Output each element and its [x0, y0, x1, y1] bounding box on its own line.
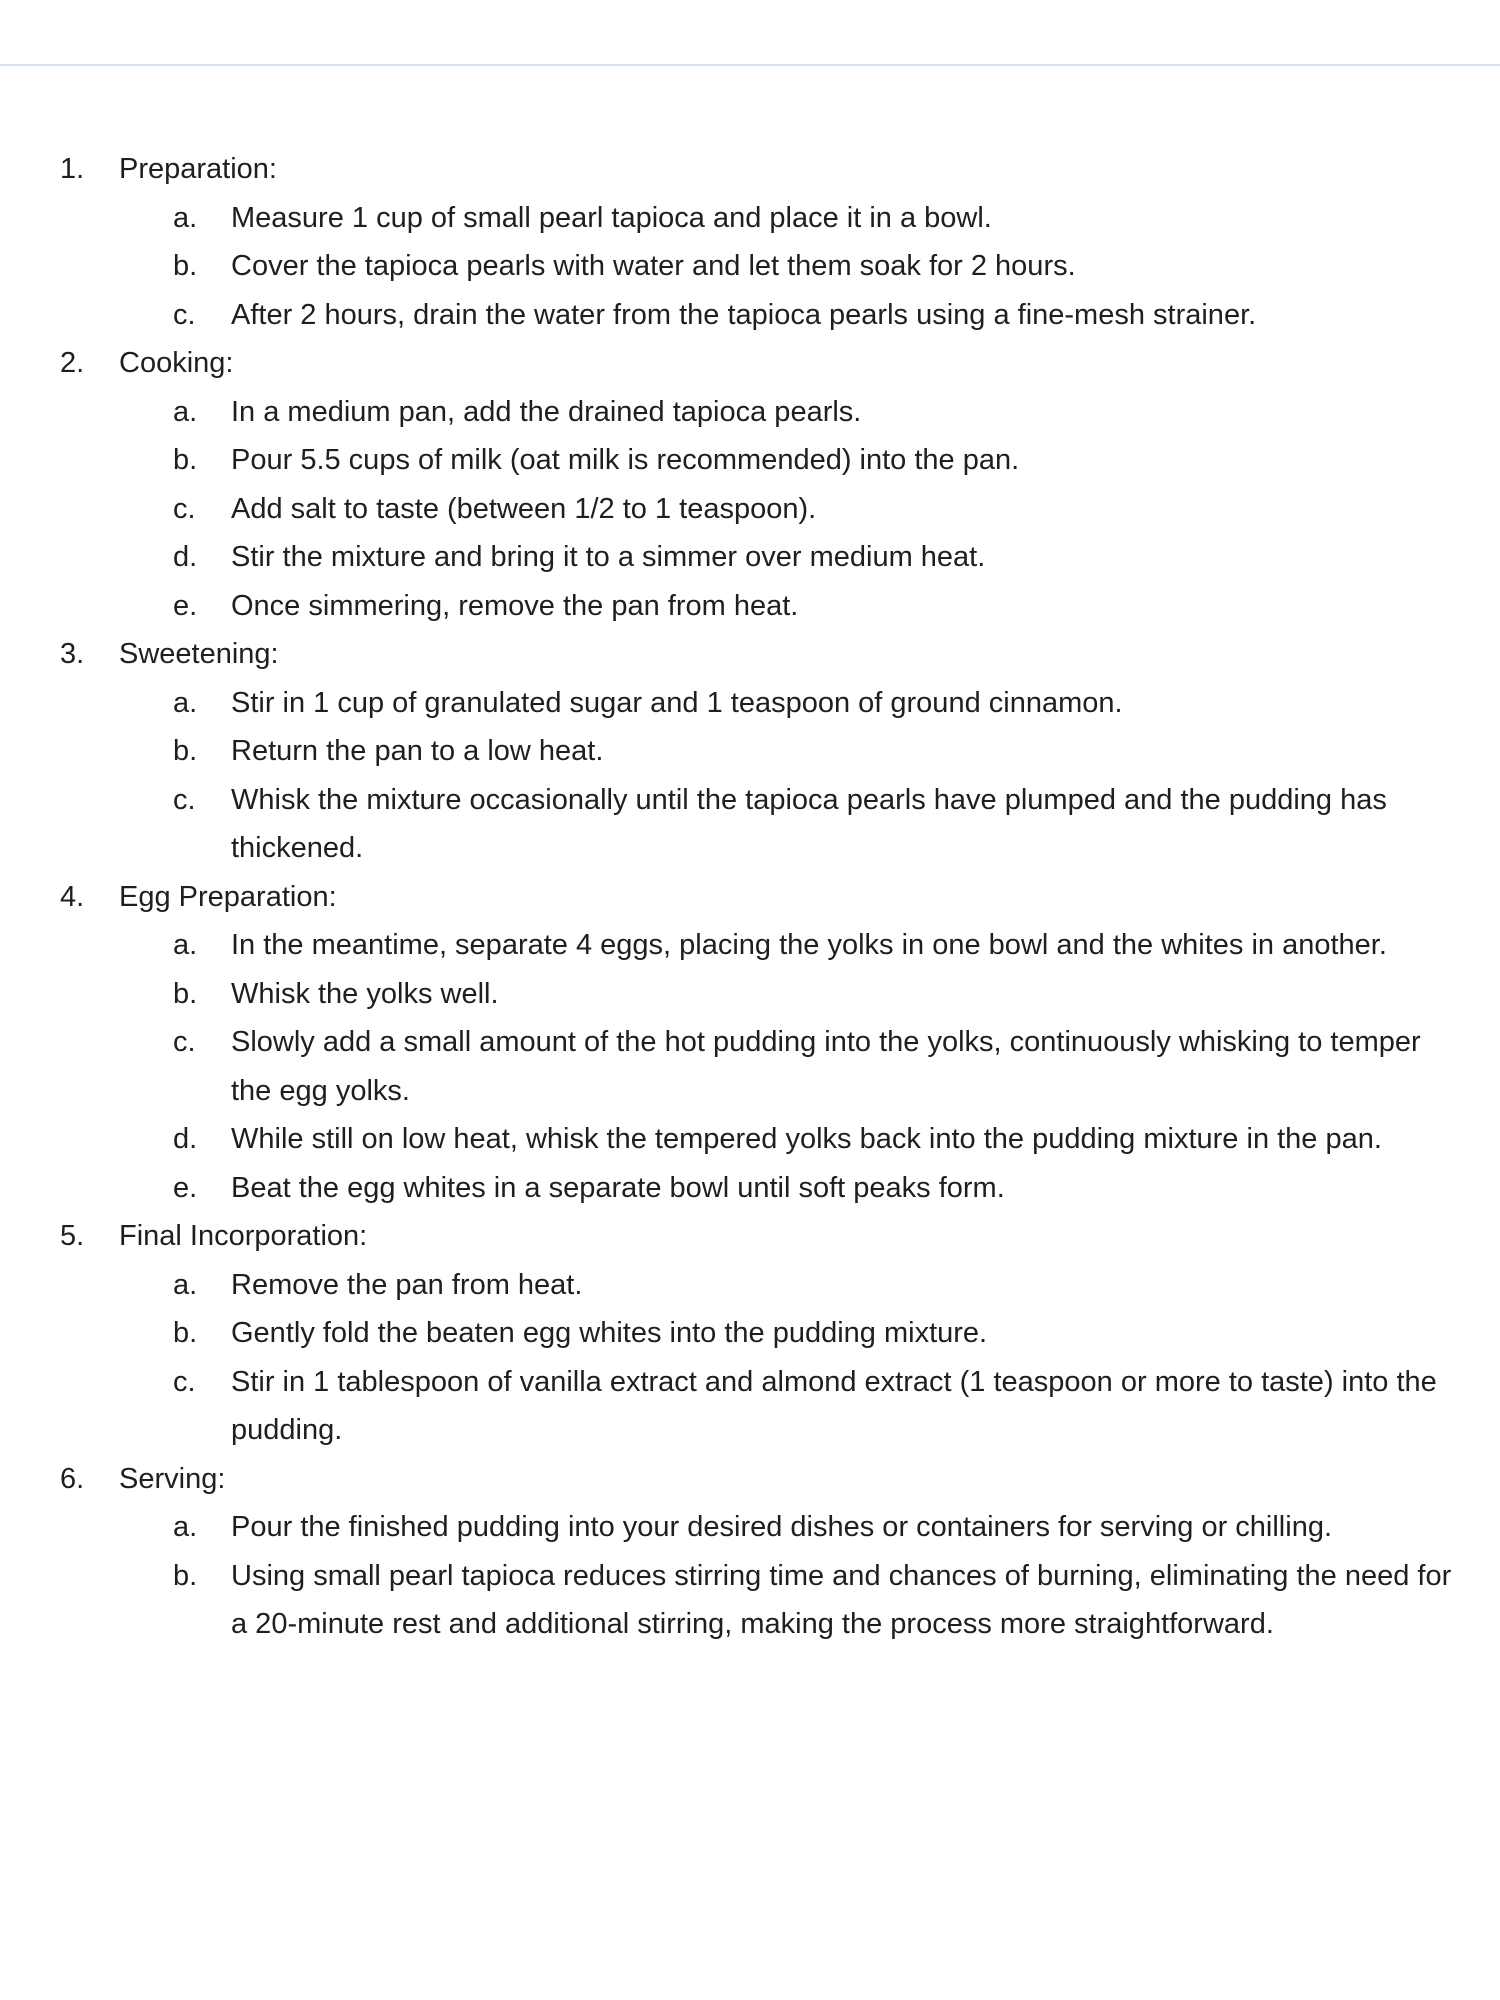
- item-letter: e.: [173, 589, 198, 622]
- item-text: Slowly add a small amount of the hot pudding into the yolks, continuously whisking to temper the egg yolks.: [231, 1026, 1421, 1107]
- list-item: [0, 1164, 1500, 1213]
- section-heading: [0, 630, 1500, 679]
- item-letter: c.: [173, 298, 196, 331]
- section-title: Serving:: [119, 1462, 226, 1495]
- list-item: [0, 1261, 1500, 1310]
- item-letter: b.: [173, 444, 198, 476]
- item-letter: a.: [173, 395, 198, 428]
- list-item: [0, 485, 1500, 534]
- item-text: Return the pan to a low heat.: [231, 735, 604, 767]
- item-text: Stir the mixture and bring it to a simmer over medium heat.: [231, 541, 986, 573]
- list-item: [0, 436, 1500, 485]
- section-heading: [0, 339, 1500, 388]
- item-text: In the meantime, separate 4 eggs, placing the yolks in one bowl and the whites in another.: [231, 929, 1387, 961]
- list-item: [0, 533, 1500, 582]
- item-text: Whisk the mixture occasionally until the tapioca pearls have plumped and the pudding has thickened.: [231, 783, 1387, 864]
- item-text: Cover the tapioca pearls with water and let them soak for 2 hours.: [231, 250, 1076, 282]
- item-letter: e.: [173, 1171, 198, 1204]
- section-cooking: [0, 339, 1500, 630]
- list-item: [0, 194, 1500, 243]
- item-letter: a.: [173, 929, 198, 961]
- list-item: [0, 727, 1500, 776]
- item-letter: b.: [173, 735, 198, 767]
- section-number: 3.: [60, 638, 85, 670]
- item-letter: c.: [173, 1026, 196, 1058]
- item-letter: d.: [173, 541, 198, 573]
- section-heading: [0, 1212, 1500, 1261]
- list-item: [0, 679, 1500, 728]
- item-text: Beat the egg whites in a separate bowl until soft peaks form.: [231, 1171, 1005, 1204]
- item-text: Measure 1 cup of small pearl tapioca and place it in a bowl.: [231, 201, 992, 234]
- item-text: Add salt to taste (between 1/2 to 1 teaspoon).: [231, 492, 817, 525]
- section-number: 1.: [60, 153, 85, 185]
- section-title: Preparation:: [119, 153, 277, 185]
- item-letter: a.: [173, 1268, 198, 1301]
- item-text: Once simmering, remove the pan from heat.: [231, 589, 799, 622]
- item-text: Pour the finished pudding into your desired dishes or containers for serving or chilling.: [231, 1511, 1333, 1543]
- list-item: [0, 921, 1500, 970]
- section-title: Egg Preparation:: [119, 880, 337, 913]
- item-letter: a.: [173, 1511, 198, 1543]
- section-egg-preparation: [0, 873, 1500, 1213]
- section-number: 2.: [60, 347, 85, 379]
- list-item: [0, 291, 1500, 340]
- list-item: [0, 1115, 1500, 1164]
- list-item: [0, 1552, 1500, 1649]
- item-letter: c.: [173, 1365, 196, 1398]
- item-letter: c.: [173, 783, 196, 816]
- item-letter: b.: [173, 1317, 198, 1349]
- section-heading: [0, 873, 1500, 922]
- section-number: 5.: [60, 1220, 85, 1252]
- item-text: Stir in 1 tablespoon of vanilla extract and almond extract (1 teaspoon or more to taste) into the pudding.: [231, 1365, 1437, 1446]
- section-serving: [0, 1455, 1500, 1649]
- list-item: [0, 388, 1500, 437]
- item-letter: b.: [173, 1559, 198, 1592]
- item-text: After 2 hours, drain the water from the tapioca pearls using a fine-mesh strainer.: [231, 298, 1257, 331]
- item-text: Using small pearl tapioca reduces stirring time and chances of burning, eliminating the need for a 20-minute rest and additional stirring, making the process more straightforward.: [231, 1559, 1452, 1640]
- section-number: 4.: [60, 880, 85, 913]
- item-text: While still on low heat, whisk the tempered yolks back into the pudding mixture in the pan.: [231, 1123, 1382, 1155]
- section-final-incorporation: [0, 1212, 1500, 1455]
- section-title: Sweetening:: [119, 638, 279, 670]
- section-title: Cooking:: [119, 347, 234, 379]
- recipe-document: [0, 145, 1500, 1649]
- item-text: Gently fold the beaten egg whites into the pudding mixture.: [231, 1317, 988, 1349]
- item-letter: b.: [173, 977, 198, 1010]
- item-letter: a.: [173, 686, 198, 719]
- section-heading: [0, 145, 1500, 194]
- list-item: [0, 1358, 1500, 1455]
- item-text: Whisk the yolks well.: [231, 977, 499, 1010]
- list-item: [0, 1018, 1500, 1115]
- section-heading: [0, 1455, 1500, 1504]
- section-number: 6.: [60, 1462, 85, 1495]
- item-text: Pour 5.5 cups of milk (oat milk is recommended) into the pan.: [231, 444, 1020, 476]
- section-preparation: [0, 145, 1500, 339]
- section-sweetening: [0, 630, 1500, 873]
- list-item: [0, 582, 1500, 631]
- item-letter: d.: [173, 1123, 198, 1155]
- list-item: [0, 776, 1500, 873]
- list-item: [0, 242, 1500, 291]
- item-text: In a medium pan, add the drained tapioca pearls.: [231, 395, 862, 428]
- list-item: [0, 970, 1500, 1019]
- item-letter: c.: [173, 492, 196, 525]
- list-item: [0, 1503, 1500, 1552]
- list-item: [0, 1309, 1500, 1358]
- header-divider: [0, 64, 1500, 66]
- item-letter: a.: [173, 201, 198, 234]
- section-title: Final Incorporation:: [119, 1220, 368, 1252]
- item-text: Remove the pan from heat.: [231, 1268, 583, 1301]
- item-text: Stir in 1 cup of granulated sugar and 1 teaspoon of ground cinnamon.: [231, 686, 1123, 719]
- item-letter: b.: [173, 250, 198, 282]
